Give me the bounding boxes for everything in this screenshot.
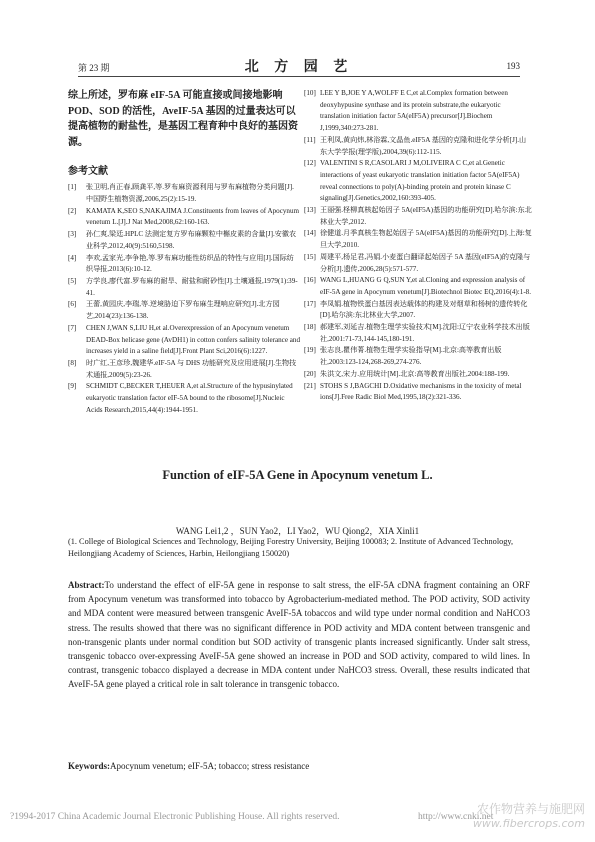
issue-number: 第 23 期 <box>78 63 110 73</box>
english-keywords <box>68 761 530 771</box>
reference-text: 徐健道.月季真核生物起始因子 5A(eIF5A)基因的功能研究[D].上海:复旦大学,2010. <box>320 229 532 250</box>
reference-item <box>304 135 532 158</box>
reference-text: 王丽强.柽柳真核起始因子 5A(eIF5A)基因的功能研究[D].哈尔滨:东北林业大学,2012. <box>320 206 532 226</box>
reference-number: [8] <box>68 358 77 367</box>
journal-title: 北 方 园 艺 <box>244 60 354 75</box>
reference-item <box>304 381 532 404</box>
reference-number: [17] <box>304 299 316 308</box>
reference-item <box>68 182 300 205</box>
reference-item <box>304 252 532 275</box>
references-list-left <box>68 182 300 416</box>
reference-item <box>304 158 532 205</box>
watermark-line-2: www.fibercrops.com <box>472 817 585 830</box>
references-list-right <box>304 88 532 404</box>
reference-number: [21] <box>304 381 316 390</box>
reference-number: [18] <box>304 323 316 332</box>
reference-number: [3] <box>68 230 77 239</box>
reference-number: [11] <box>304 135 316 144</box>
reference-item <box>68 299 300 322</box>
reference-text: KAMATA K,SEO S,NAKAJIMA J.Constituents from leaves of Apocynum venetum L.[J].J Nat Med,2008,62:160-163. <box>86 206 300 227</box>
reference-item <box>304 275 532 298</box>
reference-text: CHEN J,WAN S,LIU H,et al.Overexpression of an Apocynum venetum DEAD-Box helicase gene (AvDH1) in cotton confers salinity tolerance and increases yield in a saline field[J].Front Plant Sci,2016(6):1227. <box>86 323 300 356</box>
reference-text: 朱洪文,宋力.应用统计[M].北京:高等教育出版社,2004:188-199. <box>320 369 510 378</box>
reference-number: [12] <box>304 159 316 168</box>
reference-text: 孙仁爽,梁廷.HPLC 法测定复方罗布麻颗粒中槲皮素的含量[J].安徽农业科学,2012,40(9):5160,5198. <box>86 230 297 250</box>
reference-number: [9] <box>68 382 77 391</box>
reference-item <box>304 88 532 135</box>
copyright-notice: ?1994-2017 China Academic Journal Electronic Publishing House. All rights reserved. <box>10 812 340 822</box>
reference-number: [6] <box>68 300 77 309</box>
reference-text: 方学良,廖代富.罗布麻的耐旱、耐盐和耐砂性[J].土壤通报,1979(1):39-41. <box>86 277 298 297</box>
reference-text: 李凤娟.植物铁蛋白基因表达载体的构建及对烟草和杨树的遗传转化[D].哈尔滨:东北林业大学,2007. <box>320 299 528 320</box>
right-column <box>304 88 532 404</box>
reference-number: [2] <box>68 206 77 215</box>
reference-text: 周建平,杨足君,冯娟.小麦蛋白翻译起始因子 5A 基因(eIF5A)的克隆与分析[J].遗传,2006,28(5):571-577. <box>320 252 531 273</box>
reference-item <box>68 253 300 276</box>
reference-text: SCHMIDT C,BECKER T,HEUER A,et al.Structure of the hypusinylated eukaryotic translation factor eIF-5A bound to the ribosome[J].Nucleic Acids Research,2015,44(4):1944-1951. <box>86 382 293 414</box>
reference-text: STOHS S J,BAGCHI D.Oxidative mechanisms in the toxicity of metal ions[J].Free Radic Biol Med,1995,18(2):321-336. <box>320 381 522 402</box>
reference-number: [19] <box>304 346 316 355</box>
abstract-text: To understand the effect of eIF-5A gene in response to salt stress, the eIF-5A cDNA fragment containing an ORF from Apocynum venetum was transformed into tobacco by Agrobacterium-mediated method. The POD activity, SOD activity and MDA content were measured between transgenic AveIF-5A tobaccos and wild type under normal condition and NaHCO3 stress. The results showed that there was no significant difference in POD activity and MDA content between transgenic and non-transgenic plants under normal condition but SOD activity of transgenic plants increased significantly. Under salt stress, transgenic tobacco over-expressing AveIF-5A gene showed an increase in POD and SOD activity, compared to wild lines. In contrast, transgenic tobacco displayed a decrease in MDA content under NaHCO3 stress. Overall, these results indicated that AveIF-5A gene played a critical role in salt tolerance in transgenic tobacco. <box>68 580 530 690</box>
page-header <box>78 56 520 77</box>
reference-item <box>304 369 532 381</box>
reference-item <box>68 229 300 252</box>
reference-number: [7] <box>68 323 77 332</box>
reference-item <box>304 228 532 251</box>
english-title: Function of eIF-5A Gene in Apocynum venetum L. <box>162 468 433 482</box>
keywords-text: Apocynum venetum; eIF-5A; tobacco; stress resistance <box>110 761 310 771</box>
left-column <box>68 88 300 416</box>
reference-number: [10] <box>304 89 316 97</box>
reference-item <box>304 345 532 368</box>
reference-text: LEE Y B,JOE Y A,WOLFF E C,et al.Complex formation between deoxyhypusine synthase and its protein substrate,the eukaryotic translation initiation factor 5A(eIF5A) precursor[J].Biochem J,1999,340:273-281. <box>320 89 508 133</box>
reference-text: 张志良,瞿伟菁.植物生理学实验指导[M].北京:高等教育出版社,2003:123-124,268-269,274-276. <box>320 346 502 367</box>
reference-item <box>68 381 300 416</box>
reference-number: [4] <box>68 253 77 262</box>
reference-item <box>68 206 300 229</box>
reference-number: [5] <box>68 277 77 285</box>
summary-paragraph: 综上所述，罗布麻 eIF-5A 可能直接或间接地影响 POD、SOD 的活性，AveIF-5A 基因的过量表达可以提高植物的耐盐性，是基因工程育种中良好的基因资源。 <box>68 90 298 148</box>
abstract-label: Abstract: <box>68 580 105 590</box>
reference-number: [14] <box>304 229 316 238</box>
english-affiliation: (1. College of Biological Sciences and Technology, Beijing Forestry University, Beijing 100083; 2. Institute of Advanced Technology, Heilongjiang Academy of Sciences, Harbin, Heilongjiang 150020) <box>68 537 514 558</box>
reference-item <box>68 358 300 381</box>
reference-text: 时广红,王彦珍,魏建华.eIF-5A 与 DHS 功能研究及应用进展[J].生物技术通报,2009(5):23-26. <box>86 358 297 379</box>
reference-item <box>304 299 532 322</box>
keywords-label: Keywords: <box>68 761 110 771</box>
reference-text: 郝建军,刘延吉.植物生理学实验技术[M].沈阳:辽宁农业科学技术出版社,2001:71-73,144-145,180-191. <box>320 323 530 343</box>
page-number: 193 <box>506 61 520 71</box>
reference-item <box>304 322 532 345</box>
reference-item <box>68 276 300 299</box>
reference-item <box>68 323 300 358</box>
reference-number: [1] <box>68 183 77 192</box>
english-abstract <box>68 578 530 692</box>
reference-item <box>304 205 532 228</box>
reference-text: 李欢,孟家光,李争艳,等.罗布麻功能性纺织品的特性与应用[J].国际纺织导报,2013(6):10-12. <box>86 253 294 274</box>
reference-text: 张卫明,肖正春,顾龚平,等.罗布麻资源利用与罗布麻植物分类问题[J].中国野生植物资源,2006,25(2):15-19. <box>86 183 294 204</box>
reference-number: [20] <box>304 369 316 378</box>
english-authors: WANG Lei1,2 ，SUN Yao2，LI Yao2，WU Qiong2，XIA Xinli1 <box>175 526 420 536</box>
reference-number: [15] <box>304 252 316 261</box>
reference-text: VALENTINI S R,CASOLARI J M,OLIVEIRA C C,et al.Genetic interactions of yeast eukaryotic translation initiation factor 5A(eIF5A) reveal connections to poly(A)-binding protein and protein kinase C signaling[J].Genetics,2002,160:393-405. <box>320 159 520 203</box>
watermark-line-1: 农作物营养与施肥网 <box>476 802 585 816</box>
references-title: 参考文献 <box>68 166 108 178</box>
reference-text: 王利凤,黄向炜,林浴霖,文晶鱼.eIF5A 基因的克隆和进化学分析[J].山东大学学报(理学版),2004,39(6):112-115. <box>320 135 527 156</box>
reference-number: [16] <box>304 276 316 285</box>
footer-url: http://www.cnki.net <box>418 812 494 822</box>
reference-text: WANG L,HUANG G Q,SUN Y,et al.Cloning and expression analysis of eIF-5A gene in Apocynum venetum[J].Biotechnol Biotec EQ,2016(4):1-8. <box>320 276 531 296</box>
reference-number: [13] <box>304 206 316 215</box>
watermark <box>473 800 585 830</box>
reference-text: 王蕾,黄园庆,李瑞,等.逆境胁迫下罗布麻生理响应研究[J].北方园艺,2014(23):136-138. <box>86 300 280 321</box>
